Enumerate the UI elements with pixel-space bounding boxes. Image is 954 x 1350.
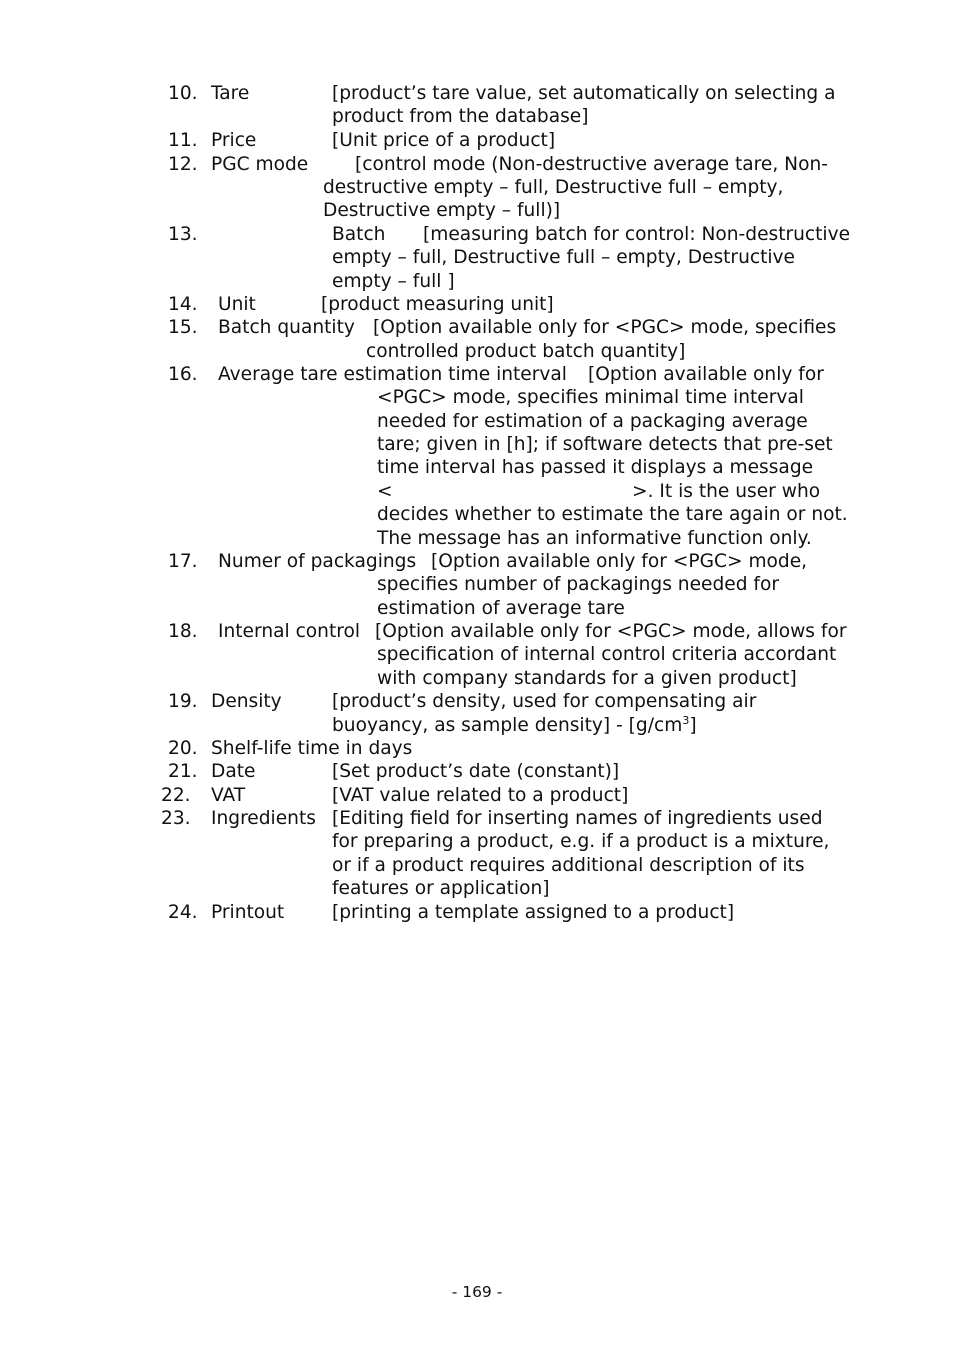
item-number: 15.: [168, 317, 198, 338]
item-label: Tare: [211, 83, 250, 104]
item-label: Shelf-life time in days: [211, 738, 413, 759]
density-exponent: 3: [682, 713, 690, 727]
item-description-line: empty – full, Destructive full – empty, Destructive: [332, 247, 795, 268]
item-number: 22.: [161, 785, 191, 806]
item-number: 20.: [168, 738, 198, 759]
item-description-line: specifies number of packagings needed for: [377, 574, 779, 595]
item-description-line: [Option available only for <PGC> mode,: [431, 551, 808, 572]
item-description-line: [Option available only for: [588, 364, 824, 385]
item-label: Batch: [332, 224, 386, 245]
item-label: VAT: [211, 785, 246, 806]
item-number: 10.: [168, 83, 198, 104]
item-number: 14.: [168, 294, 198, 315]
item-label: Price: [211, 130, 257, 151]
item-description-line: Destructive empty – full)]: [323, 200, 561, 221]
item-description-line: needed for estimation of a packaging average: [377, 411, 808, 432]
item-label: Internal control: [218, 621, 361, 642]
item-description-line: with company standards for a given product]: [377, 668, 797, 689]
item-label: PGC mode: [211, 154, 309, 175]
item-description-line: [VAT value related to a product]: [332, 785, 629, 806]
item-description-line: estimation of average tare: [377, 598, 625, 619]
item-label: Unit: [218, 294, 256, 315]
item-description-line: [product’s density, used for compensating air: [332, 691, 757, 712]
item-description-line: [measuring batch for control: Non-destructive: [423, 224, 851, 245]
item-label: Printout: [211, 902, 285, 923]
item-description-line: time interval has passed it displays a message: [377, 457, 814, 478]
item-description-line: controlled product batch quantity]: [366, 341, 686, 362]
page-number: - 169 -: [451, 1283, 503, 1301]
item-description-line: [product’s tare value, set automatically on selecting a: [332, 83, 836, 104]
item-label: Average tare estimation time interval: [218, 364, 567, 385]
item-description-line: decides whether to estimate the tare again or not.: [377, 504, 848, 525]
item-description-line: destructive empty – full, Destructive full – empty,: [323, 177, 784, 198]
item-number: 12.: [168, 154, 198, 175]
item-label: Batch quantity: [218, 317, 355, 338]
item-description-line: >. It is the user who: [632, 481, 821, 502]
item-number: 17.: [168, 551, 198, 572]
item-description-line: [Set product’s date (constant)]: [332, 761, 620, 782]
item-description-line: for preparing a product, e.g. if a product is a mixture,: [332, 831, 830, 852]
item-description-line: product from the database]: [332, 106, 589, 127]
item-number: 13.: [168, 224, 198, 245]
item-number: 11.: [168, 130, 198, 151]
item-number: 19.: [168, 691, 198, 712]
item-number: 23.: [161, 808, 191, 829]
item-label: Numer of packagings: [218, 551, 417, 572]
item-description-line: [Option available only for <PGC> mode, allows for: [375, 621, 847, 642]
item-description-line: [product measuring unit]: [321, 294, 554, 315]
item-label: Density: [211, 691, 282, 712]
item-description-line: or if a product requires additional description of its: [332, 855, 805, 876]
item-description-line: [printing a template assigned to a product]: [332, 902, 735, 923]
item-label: Date: [211, 761, 256, 782]
item-description-line: <: [377, 481, 393, 502]
item-description-line: The message has an informative function only.: [377, 528, 812, 549]
item-description-line: <PGC> mode, specifies minimal time interval: [377, 387, 804, 408]
density-bracket: ]: [689, 715, 697, 736]
item-description-line: [control mode (Non-destructive average tare, Non-: [355, 154, 828, 175]
item-number: 16.: [168, 364, 198, 385]
item-description-line: specification of internal control criteria accordant: [377, 644, 837, 665]
item-description-line: [Option available only for <PGC> mode, specifies: [373, 317, 837, 338]
item-number: 21.: [168, 761, 198, 782]
item-description-line: [332, 714, 697, 737]
item-description-line: features or application]: [332, 878, 550, 899]
item-description-line: [Unit price of a product]: [332, 130, 556, 151]
item-description-line: [Editing field for inserting names of ingredients used: [332, 808, 823, 829]
density-text: buoyancy, as sample density] - [g/cm: [332, 715, 683, 736]
item-description-line: tare; given in [h]; if software detects that pre-set: [377, 434, 833, 455]
item-number: 18.: [168, 621, 198, 642]
item-description-line: empty – full ]: [332, 271, 455, 292]
item-number: 24.: [168, 902, 198, 923]
item-label: Ingredients: [211, 808, 316, 829]
